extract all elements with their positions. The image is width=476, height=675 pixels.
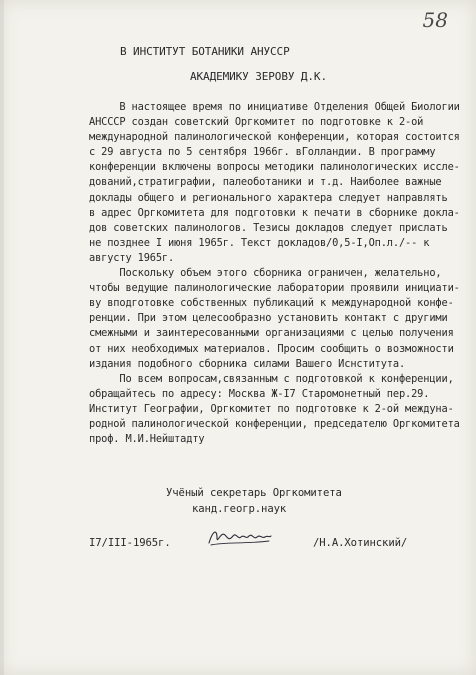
body-line: конференции включены вопросы методики палинологических иссле- — [89, 161, 460, 174]
page-edge-shadow — [0, 0, 4, 675]
signatory-name: /Н.А.Хотинский/ — [313, 537, 408, 549]
body-line: международной палинологической конференции, которая состоится — [89, 131, 460, 144]
letter-date: I7/III-1965г. — [89, 537, 171, 549]
signatory-degree: канд.геогр.наук — [192, 503, 287, 515]
archive-page-number: 58 — [422, 8, 448, 32]
addressee-person: АКАДЕМИКУ ЗЕРОВУ Д.К. — [190, 70, 327, 83]
handwritten-signature — [205, 526, 275, 548]
body-line: Институт Географии, Оргкомитет по подготовке к 2-ой междуна- — [89, 402, 454, 415]
body-line: ренции. При этом целесообразно установить контакт с другими — [89, 312, 448, 325]
body-line: обращайтесь по адресу: Москва Ж-I7 Старомонетный пер.29. — [89, 387, 430, 400]
body-line: от них необходимых материалов. Просим сообщить о возможности — [89, 342, 454, 355]
body-line: смежными и заинтересованными организациями с целью получения — [89, 327, 454, 340]
body-line: чтобы ведущие палинологические лаборатории проявили инициати- — [89, 282, 460, 295]
body-line: августу 1965г. — [89, 251, 175, 264]
body-line: дований,стратиграфии, палеоботаники и т.д. Наиболее важные — [89, 176, 442, 189]
body-line: с 29 августа по 5 сентября 1966г. вГолландии. В программу — [89, 146, 436, 159]
body-line: ву вподготовке собственных публикаций к международной конфе- — [89, 297, 454, 310]
body-line: проф. М.И.Нейштадту — [89, 433, 205, 446]
body-line: родной палинологической конференции, председателю Оргкомитета — [89, 417, 460, 430]
body-line: в адрес Оргкомитета для подготовки к печати в сборнике докла- — [89, 206, 460, 219]
body-line: Поскольку объем этого сборника ограничен, желательно, — [89, 267, 442, 280]
body-line: В настоящее время по инициативе Отделения Общей Биологии — [89, 101, 460, 113]
letter-body — [89, 100, 469, 447]
body-line: дов советских палинологов. Тезисы докладов следует прислать — [89, 221, 448, 234]
body-line: АНСССР создан советский Оргкомитет по подготовке к 2-ой — [89, 116, 424, 129]
addressee-institute: В ИНСТИТУТ БОТАНИКИ АНУССР — [120, 45, 290, 58]
body-line: не позднее I июня 1965г. Текст докладов/0,5-I,Оп.л./-- к — [89, 236, 430, 249]
body-line: доклады общего и регионального характера следует направлять — [89, 191, 448, 204]
body-line: издания подобного сборника силами Вашего Иснститута. — [89, 357, 406, 370]
signatory-title: Учёный секретарь Оргкомитета — [166, 487, 342, 499]
body-line: По всем вопросам,связанным с подготовкой к конференции, — [89, 372, 454, 385]
